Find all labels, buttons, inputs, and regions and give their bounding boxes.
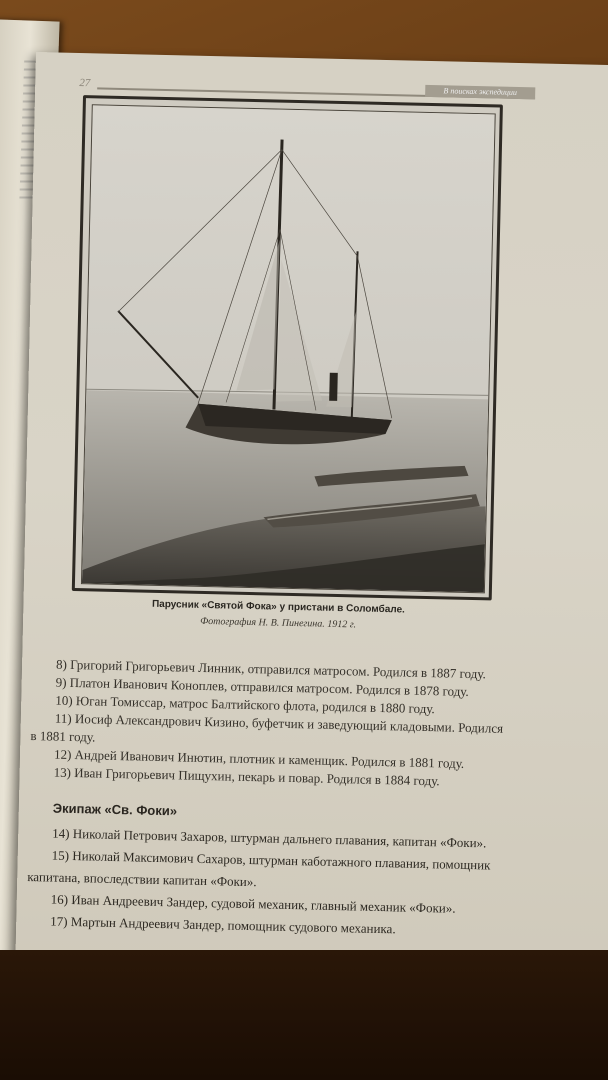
- ship-photo: [81, 104, 496, 593]
- list-item: 15) Николай Максимович Сахаров, штурман каботажного плавания, помощник: [51, 847, 491, 873]
- desk-surface: [0, 950, 608, 1080]
- crew-list-continued: [29, 655, 572, 793]
- photo-credit: Фотография Н. В. Пинегина. 1912 г.: [199, 615, 357, 631]
- list-item: 14) Николай Петрович Захаров, штурман дальнего плавания, капитан «Фоки».: [52, 825, 487, 851]
- ship-illustration: [82, 105, 495, 592]
- crew-list: [26, 822, 578, 944]
- running-head: В поисках экспедиции: [425, 85, 535, 99]
- list-item-continuation: в 1881 году.: [30, 728, 96, 745]
- list-item: 17) Мартын Андреевич Зандер, помощник судового механика.: [50, 913, 396, 937]
- photo-frame: [72, 95, 503, 600]
- list-item-continuation: капитана, впоследствии капитан «Фоки».: [27, 869, 257, 890]
- section-heading: Экипаж «Св. Фоки»: [52, 800, 178, 819]
- photo-caption: Парусник «Святой Фока» у пристани в Соломбале.: [151, 598, 406, 616]
- list-item: 12) Андрей Иванович Инютин, плотник и каменщик. Родился в 1881 году.: [53, 746, 465, 771]
- book-page: [15, 52, 608, 1011]
- list-item: 13) Иван Григорьевич Пищухин, пекарь и повар. Родился в 1884 году.: [53, 764, 440, 789]
- list-item: 16) Иван Андреевич Зандер, судовой механик, главный механик «Фоки».: [50, 891, 456, 916]
- page-number: 27: [79, 76, 91, 90]
- list-item: 11) Иосиф Александрович Кизино, буфетчик и заведующий кладовыми. Родился: [54, 710, 504, 736]
- list-item: 9) Платон Иванович Коноплев, отправился матросом. Родился в 1878 году.: [55, 674, 469, 699]
- list-item: 10) Юган Томиссар, матрос Балтийского флота, родился в 1880 году.: [55, 692, 435, 717]
- list-item: 8) Григорий Григорьевич Линник, отправился матросом. Родился в 1887 году.: [55, 656, 487, 682]
